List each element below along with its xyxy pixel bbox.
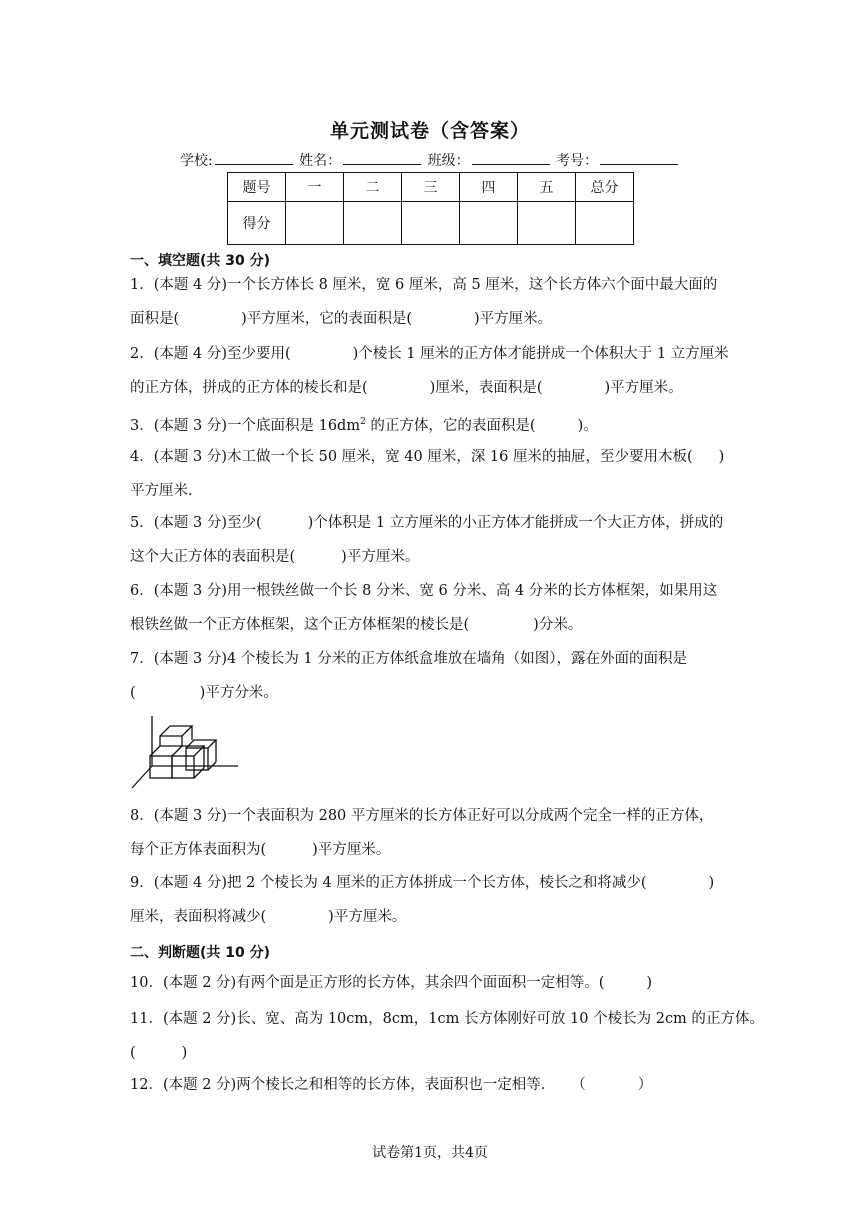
question-line — [130, 642, 730, 676]
class-label: 班级： — [427, 153, 470, 169]
question-line — [130, 474, 730, 508]
question-text: )平方厘米，它的表面积是( — [241, 311, 412, 327]
question-8 — [130, 799, 730, 867]
question-line — [130, 268, 730, 302]
question-line — [130, 405, 730, 443]
score-cell[interactable] — [286, 202, 344, 245]
score-header-cell: 总分 — [576, 173, 634, 202]
question-text: )平方厘米。 — [328, 909, 407, 925]
score-cell[interactable] — [518, 202, 576, 245]
question-5 — [130, 506, 730, 574]
score-header-cell: 二 — [344, 173, 402, 202]
question-line — [130, 371, 730, 405]
question-line — [130, 866, 730, 900]
question-text: 的正方体，它的表面积是( — [365, 417, 536, 434]
exam-no-blank[interactable] — [600, 152, 678, 165]
cube-back-right — [186, 748, 208, 770]
score-cell[interactable] — [344, 202, 402, 245]
question-9 — [130, 866, 730, 934]
question-text: 平方厘米. — [130, 483, 193, 499]
question-line — [130, 900, 730, 934]
question-line — [130, 1068, 730, 1102]
question-text: 11．(本题 2 分)长、宽、高为 10cm，8cm，1cm 长方体刚好可放 10 个棱长为 2cm 的正方体。 — [130, 1011, 764, 1027]
score-table-score-row — [228, 202, 634, 245]
score-cell[interactable] — [402, 202, 460, 245]
question-text: ) — [708, 875, 715, 891]
page-footer: 试卷第1页，共4页 — [372, 1145, 488, 1161]
score-cell[interactable] — [576, 202, 634, 245]
question-line — [130, 540, 730, 574]
question-7 — [130, 642, 730, 710]
question-2 — [130, 337, 730, 405]
page-title: 单元测试卷（含答案） — [329, 120, 530, 142]
question-11 — [130, 1002, 764, 1070]
question-text: )平方厘米。 — [604, 380, 683, 396]
question-text: ) — [718, 449, 725, 465]
question-text: ) — [646, 975, 653, 991]
cubes-in-corner-figure — [128, 714, 240, 792]
question-text: )平方分米。 — [199, 685, 278, 701]
question-line — [130, 833, 730, 867]
question-line — [130, 966, 730, 1000]
question-text: 的正方体，拼成的正方体的棱长和是( — [130, 380, 368, 396]
question-text: )平方厘米。 — [474, 311, 553, 327]
question-text: 8．(本题 3 分)一个表面积为 280 平方厘米的长方体正好可以分成两个完全一样的正方体， — [130, 808, 714, 824]
question-text: )平方厘米。 — [312, 842, 391, 858]
question-text: （ — [571, 1077, 586, 1093]
question-6 — [130, 574, 730, 642]
question-text: )厘米，表面积是( — [429, 380, 543, 396]
score-header-cell: 五 — [518, 173, 576, 202]
question-text: )。 — [577, 417, 598, 434]
name-blank[interactable] — [343, 152, 421, 165]
question-3 — [130, 405, 730, 443]
question-line — [130, 1002, 764, 1036]
score-header-cell: 一 — [286, 173, 344, 202]
question-line — [130, 302, 730, 336]
question-text: ) — [181, 1045, 188, 1061]
question-text: ） — [637, 1077, 653, 1093]
question-text: 3．(本题 3 分)一个底面积是 16dm — [130, 417, 361, 434]
score-cell[interactable] — [460, 202, 518, 245]
question-text: ( — [130, 1045, 136, 1061]
score-table-header-row — [228, 173, 634, 202]
question-text: 根铁丝做一个正方体框架，这个正方体框架的棱长是( — [130, 617, 470, 633]
question-text: 厘米，表面积将减少( — [130, 909, 267, 925]
cube-top-left — [150, 746, 182, 756]
question-4 — [130, 440, 730, 508]
question-line — [130, 676, 730, 710]
score-header-cell: 四 — [460, 173, 518, 202]
score-table — [227, 172, 634, 245]
cube-front-left — [150, 756, 172, 778]
name-label: 姓名： — [299, 153, 342, 169]
question-line — [130, 1036, 730, 1070]
floor-diagonal-line — [132, 766, 152, 788]
question-line — [130, 799, 730, 833]
question-line — [130, 608, 730, 642]
question-text: 每个正方体表面积为( — [130, 842, 267, 858]
question-text: 这个大正方体的表面积是( — [130, 549, 296, 565]
question-text: 9．(本题 4 分)把 2 个棱长为 4 厘米的正方体拼成一个长方体，棱长之和将减少( — [130, 875, 647, 891]
question-text: ( — [130, 685, 136, 701]
cube-upper — [160, 726, 192, 746]
score-row-label: 得分 — [228, 202, 286, 245]
question-text: 10．(本题 2 分)有两个面是正方形的长方体，其余四个面面积一定相等。( — [130, 975, 605, 991]
question-line — [130, 506, 730, 540]
section-heading-fill-blank: 一、填空题(共 30 分) — [130, 253, 271, 269]
superscript: 2 — [360, 417, 366, 427]
question-text: 5．(本题 3 分)至少( — [130, 515, 262, 531]
score-header-cell: 三 — [402, 173, 460, 202]
student-info-line — [0, 150, 860, 170]
question-text: )平方厘米。 — [341, 549, 420, 565]
question-text: 12．(本题 2 分)两个棱长之和相等的长方体，表面积也一定相等． — [130, 1077, 556, 1093]
question-text: 1．(本题 4 分)一个长方体长 8 厘米，宽 6 厘米，高 5 厘米，这个长方体六个面中最大面的 — [130, 277, 718, 293]
question-text: 面积是( — [130, 311, 180, 327]
question-12 — [130, 1068, 730, 1102]
question-line — [130, 337, 730, 371]
question-text: )分米。 — [533, 617, 583, 633]
question-text: 4．(本题 3 分)木工做一个长 50 厘米，宽 40 厘米，深 16 厘米的抽屉，至少要用木板( — [130, 449, 693, 465]
school-label: 学校: — [179, 153, 213, 169]
question-text: 7．(本题 3 分)4 个棱长为 1 分米的正方体纸盒堆放在墙角（如图），露在外面的面积是 — [130, 651, 688, 667]
score-header-cell: 题号 — [228, 173, 286, 202]
question-line — [130, 440, 730, 474]
question-text: 2．(本题 4 分)至少要用( — [130, 346, 291, 362]
cube-back-top — [186, 740, 216, 748]
section-heading-true-false: 二、判断题(共 10 分) — [130, 945, 271, 961]
question-10 — [130, 966, 730, 1000]
class-blank[interactable] — [472, 152, 550, 165]
question-line — [130, 574, 730, 608]
exam-no-label: 考号： — [556, 153, 599, 169]
question-text: )个棱长 1 厘米的正方体才能拼成一个体积大于 1 立方厘米 — [352, 346, 729, 362]
question-text: )个体积是 1 立方厘米的小正方体才能拼成一个大正方体，拼成的 — [307, 515, 724, 531]
cube-front-middle — [172, 756, 194, 778]
question-1 — [130, 268, 730, 336]
question-text: 6．(本题 3 分)用一根铁丝做一个长 8 分米、宽 6 分米、高 4 分米的长方体框架，如果用这 — [130, 583, 718, 599]
school-blank[interactable] — [215, 152, 293, 165]
